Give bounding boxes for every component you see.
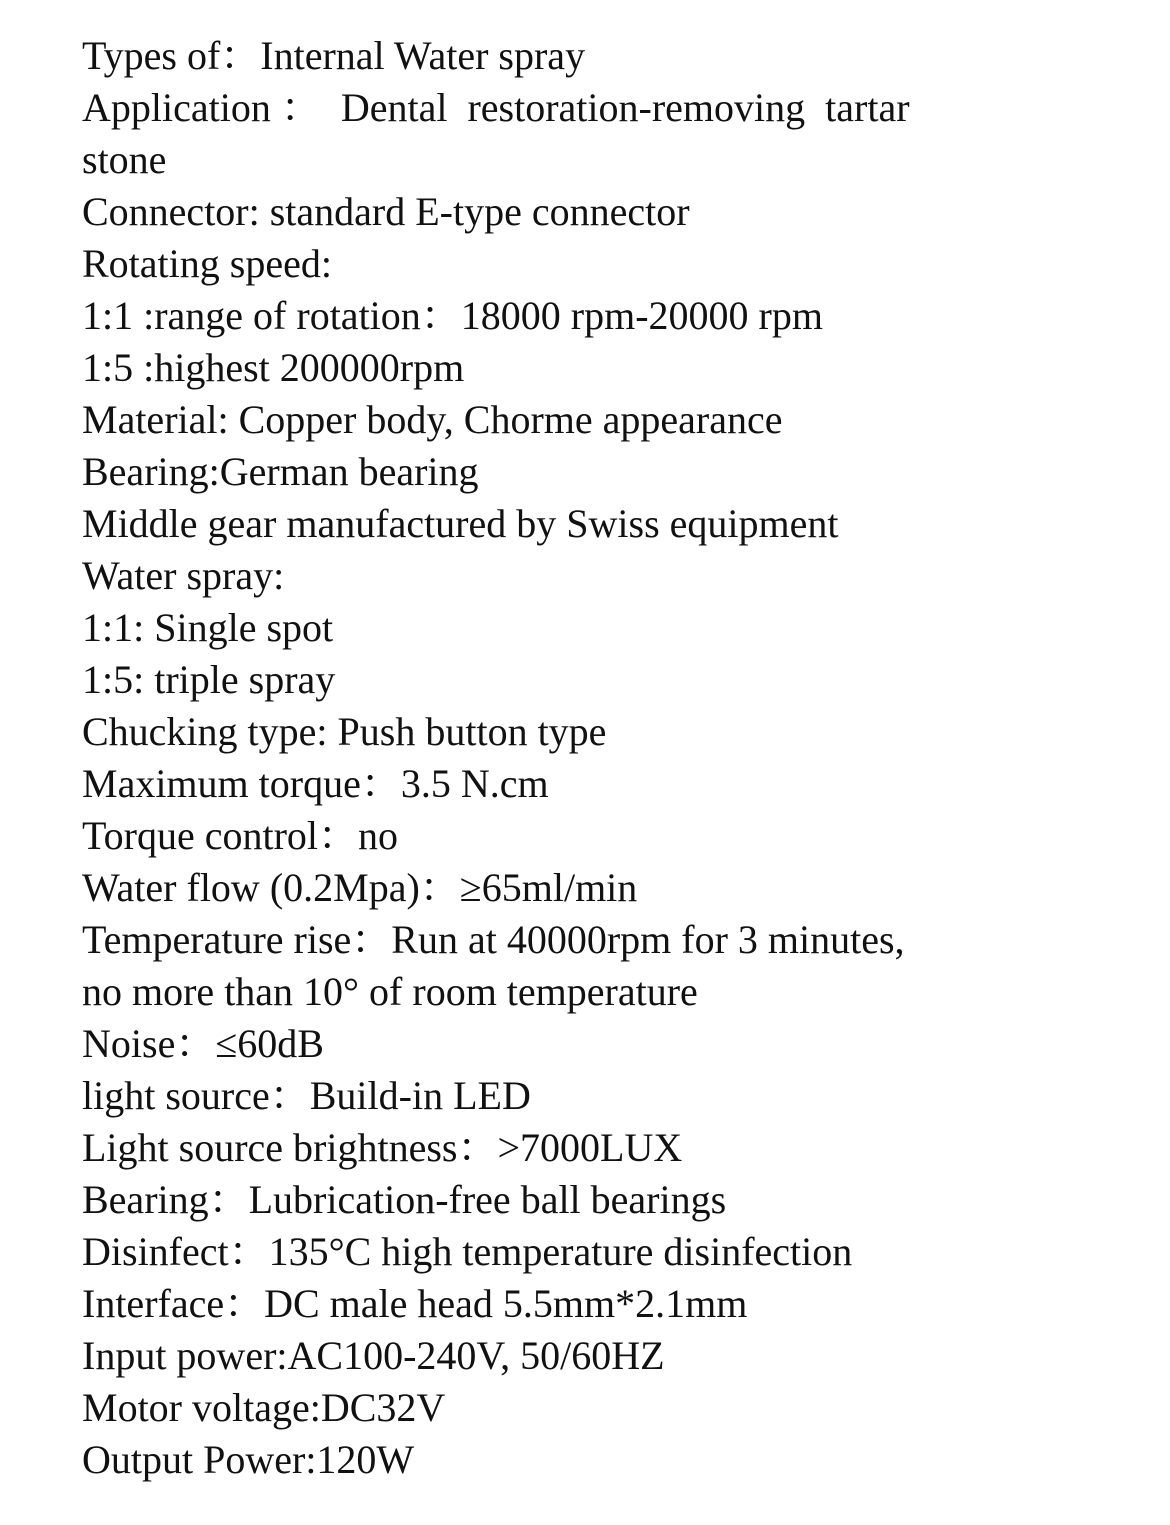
spec-rotating-speed-heading: Rotating speed: (82, 241, 332, 286)
spec-max-torque: Maximum torque：3.5 N.cm (82, 761, 549, 806)
spec-temperature-rise-cont: no more than 10° of room temperature (82, 969, 698, 1014)
spec-application: Application ： Dental restoration-removing tartar (82, 85, 910, 130)
spec-bearing-type: Bearing：Lubrication-free ball bearings (82, 1177, 727, 1222)
spec-spray-1-1: 1:1: Single spot (82, 605, 334, 650)
spec-water-spray-heading: Water spray: (82, 553, 285, 598)
spec-disinfect: Disinfect：135°C high temperature disinfection (82, 1229, 853, 1274)
spec-sheet (82, 30, 1142, 1486)
spec-motor-voltage: Motor voltage:DC32V (82, 1385, 446, 1430)
spec-noise: Noise：≤60dB (82, 1021, 324, 1066)
spec-input-power: Input power:AC100-240V, 50/60HZ (82, 1333, 665, 1378)
spec-water-flow: Water flow (0.2Mpa)：≥65ml/min (82, 865, 638, 910)
spec-application-cont: stone (82, 137, 167, 182)
spec-type: Types of：Internal Water spray (82, 33, 586, 78)
spec-output-power: Output Power:120W (82, 1437, 415, 1482)
spec-bearing: Bearing:German bearing (82, 449, 479, 494)
spec-light-brightness: Light source brightness：>7000LUX (82, 1125, 683, 1170)
spec-speed-1-5: 1:5 :highest 200000rpm (82, 345, 465, 390)
spec-speed-1-1: 1:1 :range of rotation：18000 rpm-20000 rpm (82, 293, 823, 338)
spec-light-source: light source：Build-in LED (82, 1073, 531, 1118)
spec-torque-control: Torque control：no (82, 813, 399, 858)
spec-material: Material: Copper body, Chorme appearance (82, 397, 783, 442)
spec-temperature-rise: Temperature rise：Run at 40000rpm for 3 minutes, (82, 917, 905, 962)
spec-middle-gear: Middle gear manufactured by Swiss equipment (82, 501, 839, 546)
spec-spray-1-5: 1:5: triple spray (82, 657, 336, 702)
spec-interface: Interface：DC male head 5.5mm*2.1mm (82, 1281, 748, 1326)
spec-connector: Connector: standard E-type connector (82, 189, 690, 234)
spec-chucking-type: Chucking type: Push button type (82, 709, 607, 754)
